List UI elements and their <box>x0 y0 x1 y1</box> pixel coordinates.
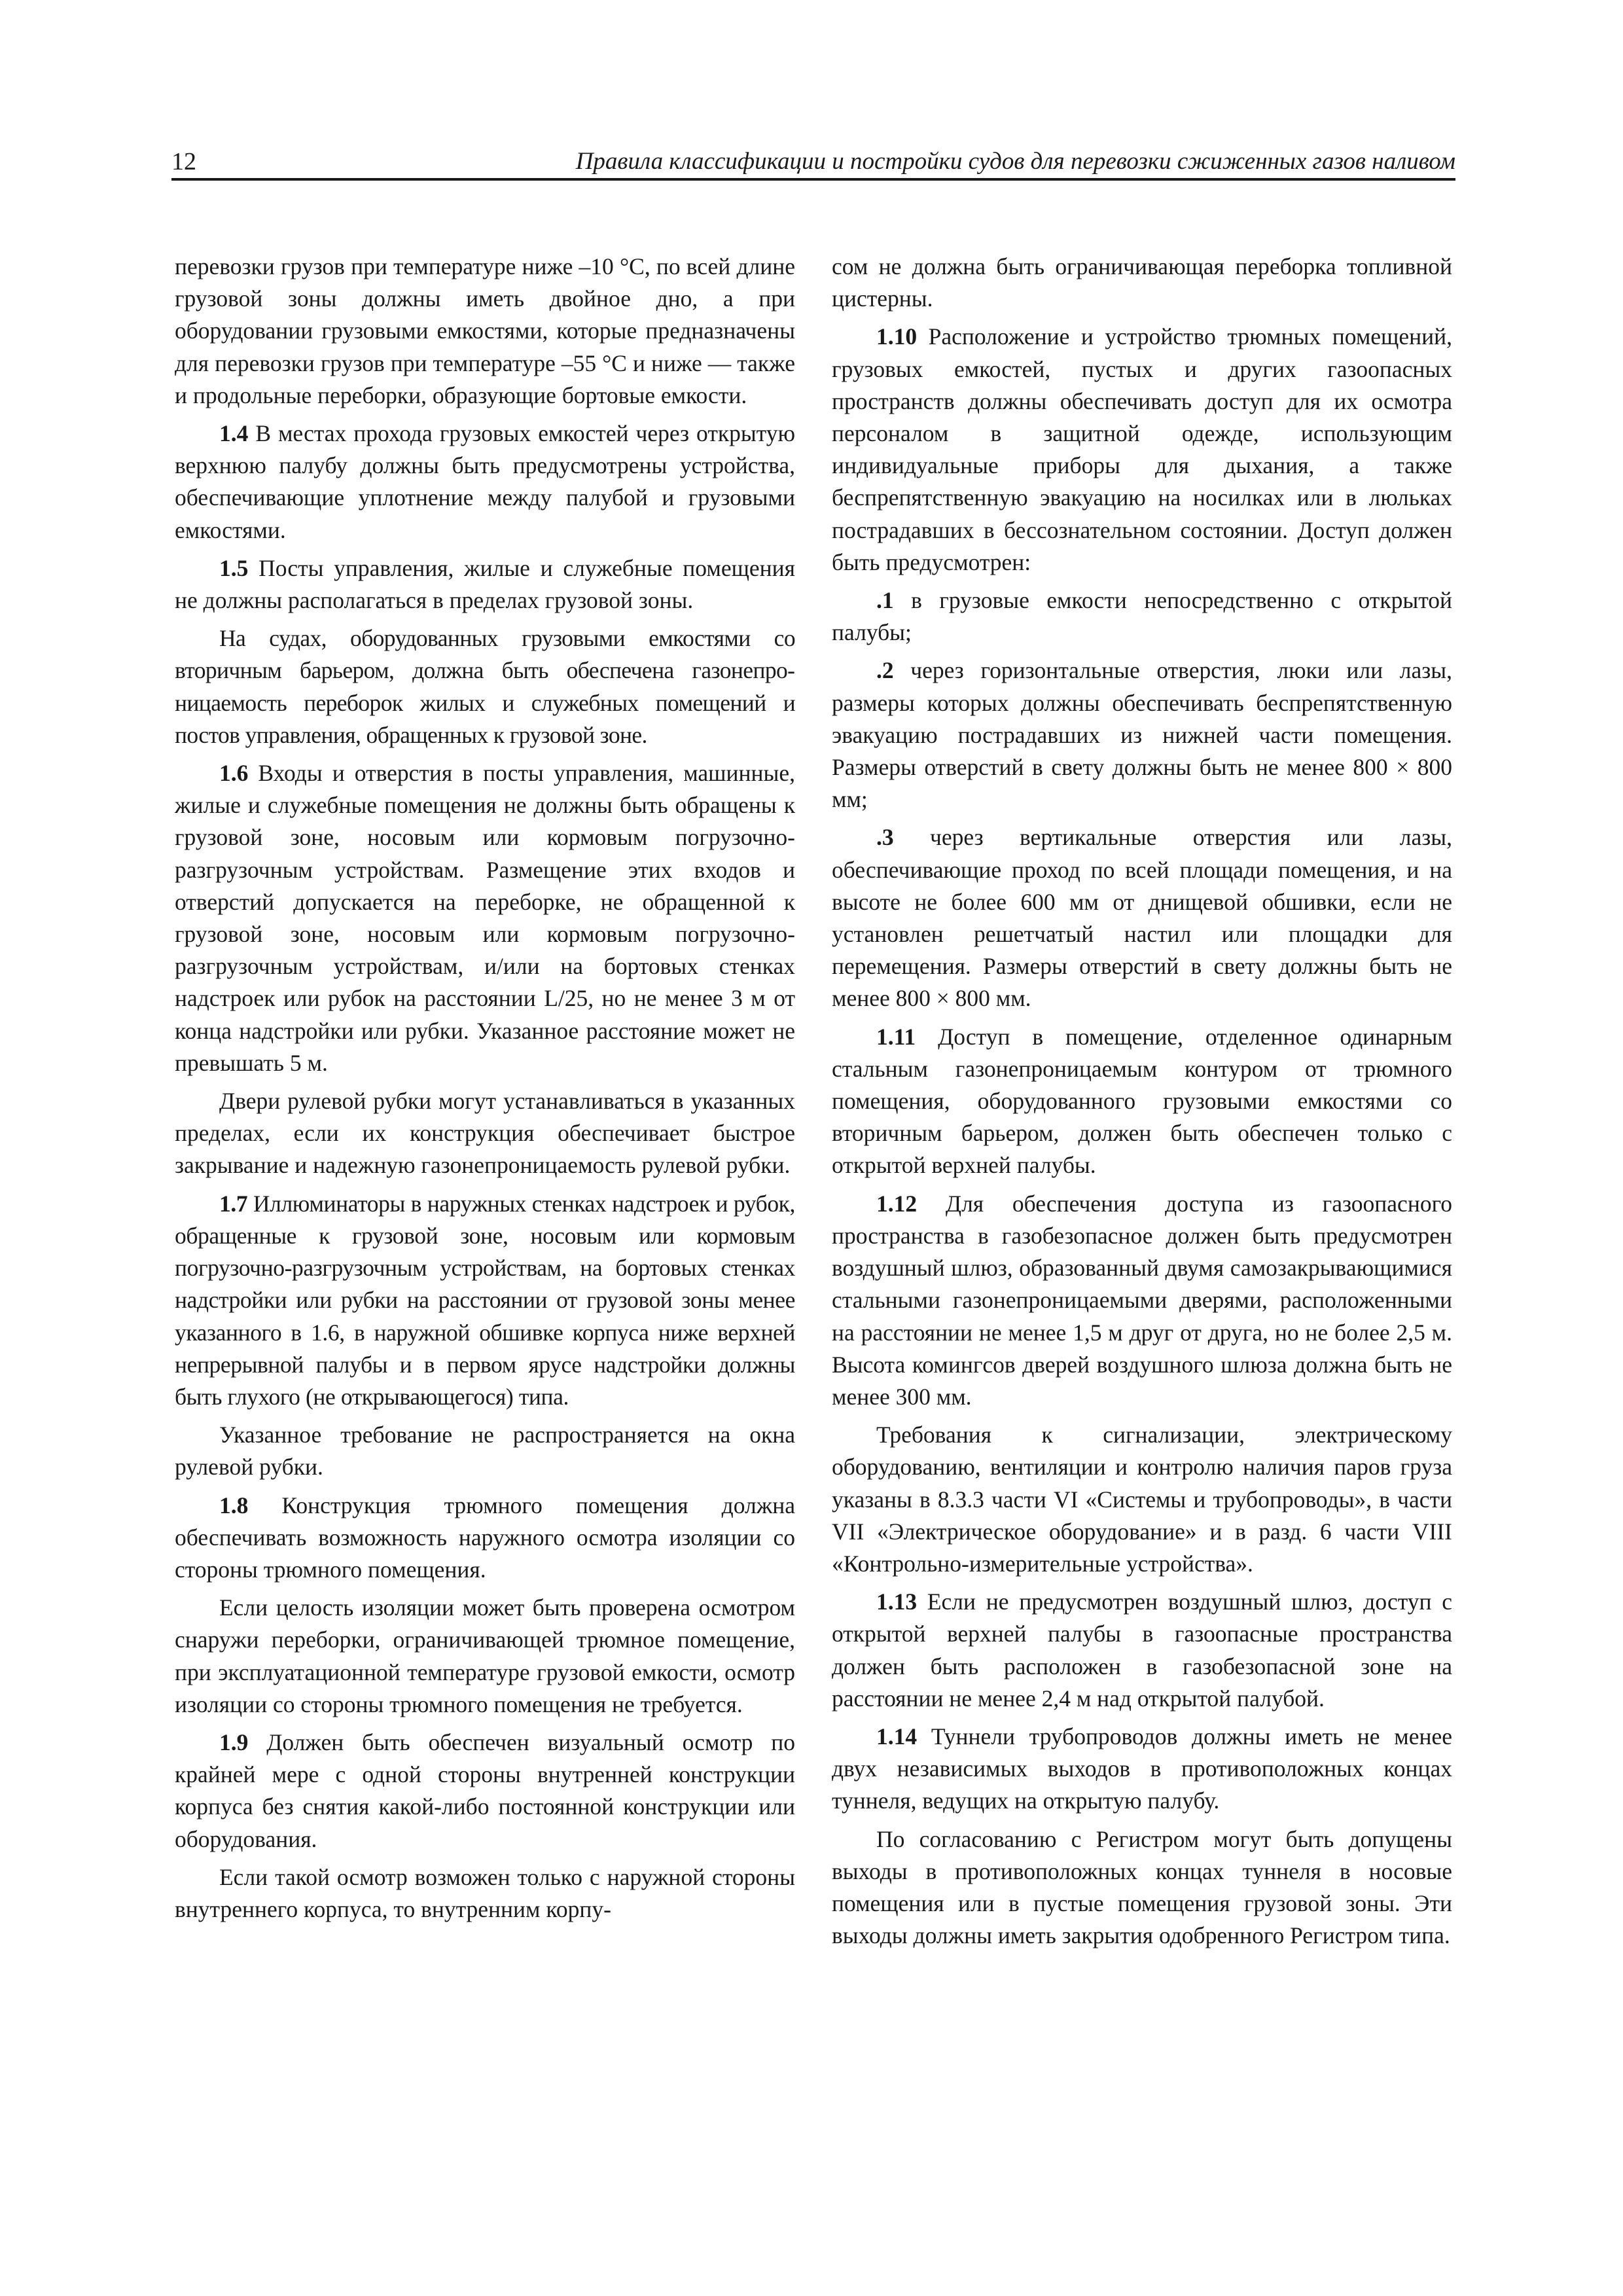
clause-number: 1.12 <box>876 1190 918 1217</box>
clause-number: 1.13 <box>876 1588 918 1615</box>
clause-number: 1.10 <box>876 323 918 350</box>
paragraph: .2 через горизонтальные отверстия, люки или лазы, размеры которых должны обеспечивать беспрепятственную эвакуацию пострадавших из нижней части помещения. Размеры отверстий в свету должны быть не менее 800 × 800 мм; <box>832 657 1452 813</box>
header-rule <box>171 178 1455 181</box>
paragraph: 1.11 Доступ в помещение, отделенное одинарным стальным газонепроницаемым контуром от трюмного помещения, оборудованного грузовыми емкостями со вторичным барьером, должен быть обеспечен только с открытой верхней палубы. <box>832 1023 1452 1179</box>
paragraph: .1 в грузовые емкости непосредственно с открытой палубы; <box>832 587 1452 646</box>
paragraph: На судах, оборудованных грузовыми емкостями со вторичным барьером, должна быть обеспечена газонепроницаемость переборок жилых и служебных помещений и постов управления, обращенных к грузовой зоне. <box>175 625 795 748</box>
paragraph: 1.12 Для обеспечения доступа из газоопасного пространства в газобезопасное должен быть предусмотрен воздушный шлюз, образованный двумя самозакрывающимися стальными газонепроницаемыми дверями, расположенными на расстоянии не менее 1,5 м друг от друга, но не более 2,5 м. Высота комингсов дверей воздушного шлюза должна быть не менее 300 мм. <box>832 1190 1452 1410</box>
paragraph: Если целость изоляции может быть проверена осмотром снаружи переборки, ограничивающей трюмное помещение, при эксплуатационной температуре грузовой емкости, осмотр изоляции со стороны трюмного помещения не требуется. <box>175 1594 795 1717</box>
paragraph: 1.6 Входы и отверстия в посты управления, машинные, жилые и служебные помещения не должны быть обращены к грузовой зоне, носовым или кормовым погрузочно-разгрузочным устройствам. Размещение этих входов и отверстий допускается на переборке, не обращенной к грузовой зоне, носовым или кормовым погрузочно-разгрузочным устройствам, и/или на бортовых стенках надстроек или рубок на расстоянии L/25, но не менее 3 м от конца надстройки или рубки. Указанное расстояние может не превышать 5 м. <box>175 760 795 1076</box>
clause-number: 1.9 <box>219 1729 249 1755</box>
paragraph: 1.8 Конструкция трюмного помещения должна обеспечивать возможность наружного осмотра изоляции со стороны трюмного помещения. <box>175 1492 795 1583</box>
right-column <box>832 251 1452 1958</box>
running-title: Правила классификации и постройки судов для перевозки сжиженных газов наливом <box>575 148 1455 175</box>
left-column <box>175 251 795 1931</box>
page-number: 12 <box>171 148 196 175</box>
clause-number: 1.5 <box>219 554 249 581</box>
clause-number: 1.11 <box>876 1023 916 1050</box>
clause-number: 1.8 <box>219 1492 249 1518</box>
paragraph: 1.7 Иллюминаторы в наружных стенках надстроек и рубок, обращенные к грузовой зоне, носовым или кормовым погрузочно-разгрузочным устройствам, на бортовых стенках надстройки или рубки на расстоянии от грузовой зоны менее указанного в 1.6, в наружной обшивке корпуса ниже верхней непрерывной палубы и в первом ярусе надстройки должны быть глухого (не открывающегося) типа. <box>175 1190 795 1410</box>
paragraph: Требования к сигнализации, электрическому оборудованию, вентиляции и контролю наличия паров груза указаны в 8.3.3 части VI «Системы и трубопроводы», в части VII «Электрическое оборудование» и в разд. 6 части VIII «Контрольно-измерительные устройства». <box>832 1422 1452 1577</box>
paragraph: перевозки грузов при температуре ниже –10 °С, по всей длине грузовой зоны должны иметь двойное дно, а при оборудовании грузовыми емкостями, которые предназначены для перевозки грузов при температуре –55 °С и ниже — также и продольные переборки, образующие бортовые емкости. <box>175 253 795 408</box>
paragraph: сом не должна быть ограничивающая переборка топливной цистерны. <box>832 253 1452 312</box>
paragraph: Указанное требование не распространяется на окна рулевой рубки. <box>175 1422 795 1480</box>
paragraph: 1.10 Расположение и устройство трюмных помещений, грузовых емкостей, пустых и других газоопасных пространств должны обеспечивать доступ для их осмотра персоналом в защитной одежде, использующим индивидуальные приборы для дыхания, а также беспрепятственную эвакуацию на носилках или в люльках пострадавших в бессознательном состоянии. Доступ должен быть предусмотрен: <box>832 323 1452 575</box>
paragraph: .3 через вертикальные отверстия или лазы, обеспечивающие проход по всей площади помещения, и на высоте не более 600 мм от днищевой обшивки, если не установлен решетчатый настил или площадки для перемещения. Размеры отверстий в свету должны быть не менее 800 × 800 мм. <box>832 824 1452 1012</box>
paragraph: По согласованию с Регистром могут быть допущены выходы в противоположных концах туннеля в носовые помещения или в пустые помещения грузовой зоны. Эти выходы должны иметь закрытия одобренного Регистром типа. <box>832 1825 1452 1949</box>
clause-number: 1.4 <box>219 420 249 447</box>
paragraph: 1.4 В местах прохода грузовых емкостей через открытую верхнюю палубу должны быть предусмотрены устройства, обеспечивающие уплотнение между палубой и грузовыми емкостями. <box>175 420 795 543</box>
item-number: .1 <box>876 587 894 614</box>
paragraph: 1.9 Должен быть обеспечен визуальный осмотр по крайней мере с одной стороны внутренней конструкции корпуса без снятия какой-либо постоянной конструкции или оборудования. <box>175 1729 795 1852</box>
clause-number: 1.14 <box>876 1723 918 1749</box>
page-header <box>171 145 1455 179</box>
clause-number: 1.7 <box>219 1190 248 1217</box>
paragraph: Если такой осмотр возможен только с наружной стороны внутреннего корпуса, то внутренним корпу- <box>175 1863 795 1922</box>
clause-number: 1.6 <box>219 760 249 787</box>
item-number: .2 <box>876 657 894 684</box>
paragraph: 1.14 Туннели трубопроводов должны иметь не менее двух независимых выходов в противоположных концах туннеля, ведущих на открытую палубу. <box>832 1723 1452 1814</box>
paragraph: 1.5 Посты управления, жилые и служебные помещения не должны располагаться в пределах грузовой зоны. <box>175 554 795 614</box>
paragraph: 1.13 Если не предусмотрен воздушный шлюз, доступ с открытой верхней палубы в газоопасные пространства должен быть расположен в газобезопасной зоне на расстоянии не менее 2,4 м над открытой палубой. <box>832 1588 1452 1712</box>
item-number: .3 <box>876 824 894 851</box>
paragraph: Двери рулевой рубки могут устанавливаться в указанных пределах, если их конструкция обеспечивает быстрое закрывание и надежную газонепроницаемость рулевой рубки. <box>175 1088 795 1179</box>
